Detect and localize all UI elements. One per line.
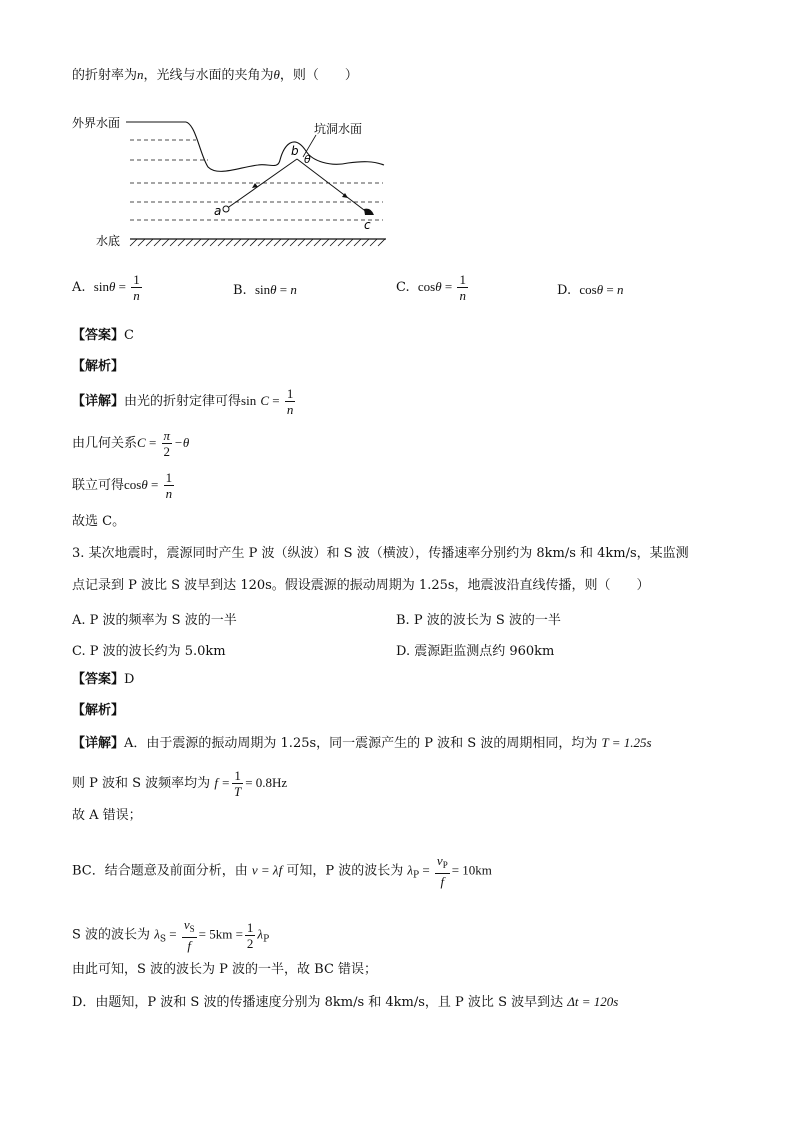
frac-den: n (133, 288, 140, 303)
frac-num: 1 (286, 386, 294, 401)
option-func: sin (93, 279, 109, 294)
frac-num: 1 (246, 919, 254, 935)
detail-eq: Δt = 120s (567, 994, 619, 1009)
q3-stem-line-2: 点记录到 P 波比 S 波早到达 120s。假设震源的振动周期为 1.25s，地震波沿直线传播，则（ ） (72, 578, 650, 593)
bc-fraction (435, 853, 450, 889)
point-a-label: a (214, 204, 222, 218)
detail-tag: 【详解】 (72, 394, 125, 409)
angle-theta-label: θ (304, 153, 311, 166)
q3-detail-d (72, 993, 618, 1012)
q3-option-a: A. P 波的频率为 S 波的一半 (72, 613, 237, 628)
lambda-sub: P (413, 870, 420, 881)
q2-stem-n: n (137, 67, 144, 82)
detail-func: cos (124, 477, 142, 492)
lambda-sub: P (263, 934, 270, 945)
bottom-hatching (130, 239, 385, 246)
freq-lhs: f = (214, 775, 230, 790)
q2-stem-prefix: 的折射率为 (72, 68, 138, 83)
frac-num: 1 (133, 272, 140, 287)
q2-option-a: A. sinθ = $\frac{1}{n}$ (72, 272, 140, 303)
frac-den: 2 (246, 935, 254, 951)
detail-var: C (260, 393, 270, 408)
q3-option-b: B. P 波的波长为 S 波的一半 (396, 613, 561, 628)
frac-den: T (233, 784, 242, 799)
detail-text: A．由于震源的振动周期为 1.25s，同一震源产生的 P 波和 S 波的周期相同，均为 (124, 736, 598, 751)
option-rhs: n (290, 282, 297, 297)
bottom-label: 水底 (96, 234, 121, 248)
option-fraction (457, 272, 468, 303)
water-dashed-lines (130, 140, 383, 220)
q2-stem-end: ，则（ ） (279, 68, 358, 83)
detail-tag: 【详解】 (72, 736, 125, 751)
freq-rhs: = 0.8Hz (245, 775, 288, 790)
s-fraction (182, 917, 197, 953)
q2-detail-1: 【详解】由光的折射定律可得sin C = $\frac{1}{n}$ (72, 386, 294, 417)
q2-stem (72, 66, 358, 85)
q3-option-d: D. 震源距监测点约 960km (396, 644, 555, 659)
option-letter: B. (233, 283, 247, 298)
frac-den: n (459, 288, 466, 303)
option-letter: A. (72, 280, 86, 295)
option-rhs: n (616, 282, 624, 297)
q2-option-c: C. cosθ = $\frac{1}{n}$ (396, 272, 466, 303)
option-letter: C. (396, 280, 410, 295)
bc-rhs: = 10km (451, 862, 492, 878)
q3-stem-line-1: 3. 某次地震时，震源同时产生 P 波（纵波）和 S 波（横波），传播速率分别约为 8km/s 和 4km/s，某监测 (72, 546, 689, 561)
option-fraction (131, 272, 142, 303)
option-func: cos (579, 282, 597, 297)
detail-func: sin (241, 393, 257, 408)
detail-fraction (164, 470, 175, 501)
detail-text: 由光的折射定律可得 (124, 394, 242, 409)
frac-num: 1 (165, 470, 173, 485)
q2-conclusion: 故选 C。 (72, 514, 126, 529)
detail-text: 联立可得 (72, 478, 125, 493)
q3-a-wrong: 故 A 错误； (72, 808, 142, 823)
frac-num-sub: P (442, 860, 448, 870)
frac-num: 1 (459, 272, 466, 287)
frac-num: π (163, 428, 171, 443)
bc-eq: v = λf (251, 862, 283, 878)
detail-eq: T = 1.25s (601, 735, 652, 750)
option-var: θ (270, 282, 277, 297)
frac-den: f (440, 874, 445, 889)
q2-analysis-tag: 【解析】 (72, 359, 125, 374)
q2-detail-3: 联立可得cosθ = $\frac{1}{n}$ (72, 470, 173, 501)
incident-ray (226, 159, 297, 209)
frac-num-sub: S (189, 924, 195, 934)
detail-fraction (285, 386, 296, 417)
q3-detail-a (72, 734, 652, 753)
q3-frequency-line (72, 768, 287, 799)
detail-text: D．由题知，P 波和 S 波的传播速度分别为 8km/s 和 4km/s，且 P 波比 S 波早到达 (72, 995, 564, 1010)
q2-refraction-figure (68, 105, 398, 255)
q2-answer (72, 327, 134, 345)
q3-s-wave-line: S 波的波长为 $\lambda_S$ = $\frac{v_S}{f}$ = 5km = $\frac{1}{2}$ $\lambda_P$ (72, 917, 270, 953)
detail-var: θ (141, 477, 148, 492)
option-var: θ (596, 282, 604, 297)
half-fraction (245, 920, 256, 951)
answer-value: D (124, 672, 135, 687)
detail-text: 则 P 波和 S 波频率均为 (72, 776, 211, 791)
lambda-symbol: λ (407, 862, 413, 878)
q2-stem-theta: θ (273, 67, 280, 82)
detail-text: BC．结合题意及前面分析，由 (72, 863, 248, 879)
frac-num: v (183, 917, 190, 932)
answer-tag: 【答案】 (72, 328, 125, 343)
option-letter: D. (557, 283, 572, 298)
detail-var: C (137, 435, 146, 450)
q3-answer (72, 671, 134, 689)
detail-text: 由几何关系 (72, 436, 138, 451)
detail-fraction (162, 428, 173, 459)
q3-bc-conclusion: 由此可知，S 波的波长为 P 波的一半，故 BC 错误； (72, 962, 378, 977)
cave-water-label: 坑洞水面 (314, 122, 363, 136)
frac-den: f (187, 938, 192, 953)
point-c-label: c (364, 218, 371, 232)
point-b-label: b (291, 144, 299, 158)
eye-icon (364, 209, 374, 215)
frac-num: v (436, 853, 443, 868)
freq-fraction (232, 768, 243, 799)
lambda-symbol: λ (154, 926, 160, 942)
option-func: sin (254, 282, 271, 297)
reflected-ray (297, 159, 368, 213)
frac-den: 2 (163, 444, 171, 459)
option-func: cos (417, 279, 436, 294)
frac-den: n (165, 486, 173, 501)
detail-text: S 波的波长为 (72, 927, 151, 943)
outer-water-label: 外界水面 (72, 116, 121, 130)
q3-option-c: C. P 波的波长约为 5.0km (72, 644, 226, 659)
s-mid: = 5km = (198, 926, 243, 942)
detail-text: 可知，P 波的波长为 (286, 863, 404, 879)
q2-stem-mid: ，光线与水面的夹角为 (143, 68, 274, 83)
option-var: θ (435, 279, 442, 294)
answer-value: C (124, 328, 134, 343)
q3-bc-line: BC．结合题意及前面分析，由 v = λf 可知，P 波的波长为 $\lambda_P$ = $\frac{v_P}{f}$ = 10km (72, 853, 492, 889)
q2-option-d: D. cosθ = n (557, 282, 624, 298)
lambda-symbol: λ (257, 926, 264, 942)
q3-analysis-tag: 【解析】 (72, 703, 125, 718)
frac-den: n (286, 402, 294, 417)
detail-tail: −θ (174, 435, 190, 450)
q2-option-b: B. sinθ = n (233, 282, 297, 298)
option-var: θ (108, 279, 116, 294)
q2-detail-2: 由几何关系C = $\frac{\pi}{2}$ −θ (72, 428, 190, 459)
answer-tag: 【答案】 (72, 672, 125, 687)
point-a-marker (223, 206, 229, 212)
lambda-sub: S (159, 934, 166, 945)
frac-num: 1 (232, 768, 243, 784)
